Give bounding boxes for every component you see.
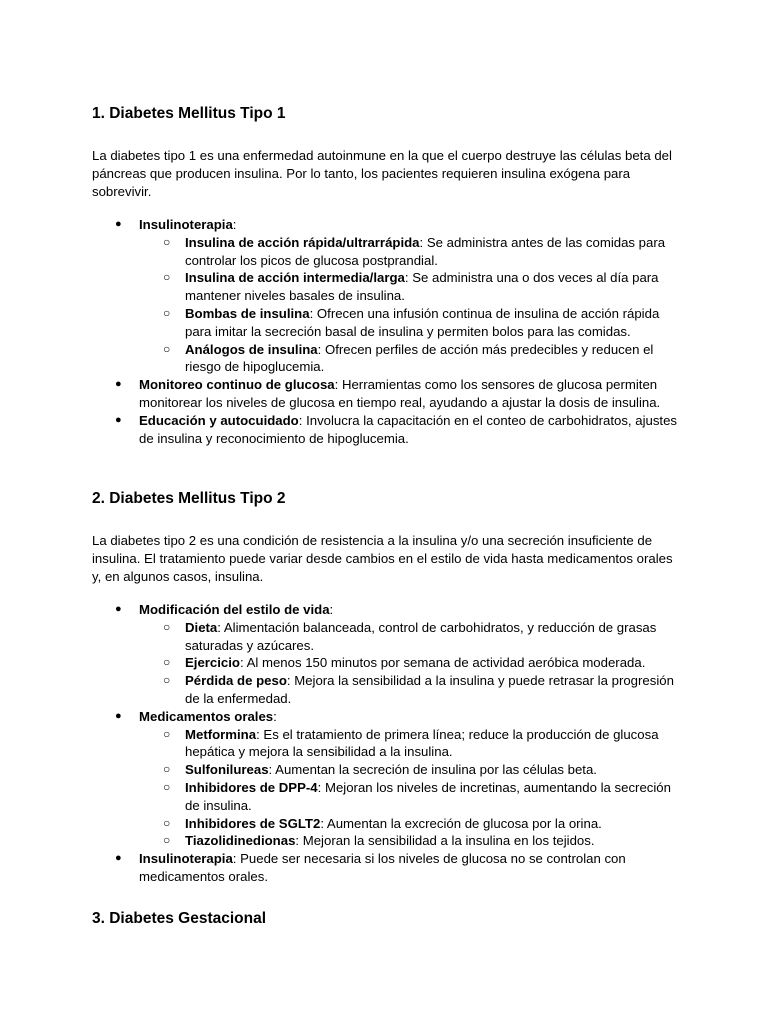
list-item-text: : bbox=[232, 217, 237, 232]
list-item-term: Insulinoterapia bbox=[139, 851, 233, 867]
hollow-bullet-icon: ○ bbox=[163, 833, 171, 848]
list-item bbox=[92, 376, 682, 412]
bullet-icon: ● bbox=[115, 413, 122, 426]
sub-item-text: : Se administra antes de las comidas para controlar los picos de glucosa postprandial. bbox=[185, 234, 666, 268]
hollow-bullet-icon: ○ bbox=[163, 655, 171, 670]
sub-list-item bbox=[139, 234, 682, 270]
sub-list bbox=[139, 726, 682, 851]
sub-item-text: : Se administra una o dos veces al día para mantener niveles basales de insulina. bbox=[185, 270, 659, 304]
sub-list-item bbox=[139, 619, 682, 655]
list-item bbox=[92, 708, 682, 850]
sub-item-term: Tiazolidinedionas bbox=[185, 833, 296, 849]
bullet-icon: ● bbox=[115, 378, 122, 391]
sub-list-item bbox=[139, 341, 682, 377]
sub-list bbox=[139, 619, 682, 708]
list-item bbox=[92, 216, 682, 376]
list-item-term: Modificación del estilo de vida bbox=[139, 602, 330, 617]
bullet-icon: ● bbox=[115, 852, 122, 865]
section-heading: 1. Diabetes Mellitus Tipo 1 bbox=[92, 105, 286, 122]
sub-item-term: Dieta bbox=[185, 619, 218, 635]
sub-list-item bbox=[139, 726, 682, 762]
list-item-term: Insulinoterapia bbox=[139, 217, 233, 232]
hollow-bullet-icon: ○ bbox=[163, 619, 171, 634]
list-item bbox=[92, 601, 682, 708]
sub-list-item bbox=[139, 779, 682, 815]
sub-item-text: : Es el tratamiento de primera línea; reduce la producción de glucosa hepática y mejora la sensibilidad a la insulina. bbox=[185, 726, 659, 760]
sub-item-text: : Ofrecen perfiles de acción más predecibles y reducen el riesgo de hipoglucemia. bbox=[185, 341, 654, 375]
sub-item-text: : Aumentan la excreción de glucosa por la orina. bbox=[320, 815, 602, 831]
sub-item-term: Insulina de acción rápida/ultrarrápida bbox=[185, 234, 420, 250]
list-item-text: : Puede ser necesaria si los niveles de glucosa no se controlan con medicamentos orales. bbox=[139, 851, 626, 884]
section-heading: 2. Diabetes Mellitus Tipo 2 bbox=[92, 490, 286, 507]
sub-item-term: Metformina bbox=[185, 726, 257, 742]
sub-item-text: : Aumentan la secreción de insulina por las células beta. bbox=[268, 762, 597, 778]
sub-item-text: : Al menos 150 minutos por semana de actividad aeróbica moderada. bbox=[239, 655, 646, 671]
list-item-term: Medicamentos orales bbox=[139, 708, 274, 724]
hollow-bullet-icon: ○ bbox=[163, 270, 171, 285]
sub-list-item bbox=[139, 832, 682, 850]
section-diabetes-tipo-2 bbox=[92, 489, 682, 886]
hollow-bullet-icon: ○ bbox=[163, 779, 171, 794]
sub-item-term: Inhibidores de SGLT2 bbox=[185, 815, 321, 831]
sub-item-term: Insulina de acción intermedia/larga bbox=[185, 270, 405, 286]
hollow-bullet-icon: ○ bbox=[163, 305, 171, 320]
sub-list-item bbox=[139, 761, 682, 779]
sub-item-term: Sulfonilureas bbox=[185, 762, 269, 778]
sub-item-text: : Alimentación balanceada, control de carbohidratos, y reducción de grasas saturadas y azúcares. bbox=[185, 619, 657, 653]
list-item-text: : Herramientas como los sensores de glucosa permiten monitorear los niveles de glucosa en tiempo real, ayudando a ajustar la dosis de insulina. bbox=[139, 377, 661, 410]
section-intro: La diabetes tipo 1 es una enfermedad autoinmune en la que el cuerpo destruye las células beta del páncreas que producen insulina. Por lo tanto, los pacientes requieren insulina exógena para sobrevivir. bbox=[92, 148, 672, 199]
sub-list-item bbox=[139, 305, 682, 341]
hollow-bullet-icon: ○ bbox=[163, 341, 171, 356]
list-item-text: : bbox=[329, 602, 334, 617]
sub-item-text: : Mejoran la sensibilidad a la insulina en los tejidos. bbox=[295, 833, 595, 849]
section-heading: 3. Diabetes Gestacional bbox=[92, 910, 267, 927]
list-item-term: Monitoreo continuo de glucosa bbox=[139, 377, 335, 393]
sub-list-item bbox=[139, 672, 682, 708]
sub-item-term: Pérdida de peso bbox=[185, 673, 287, 689]
sub-item-term: Ejercicio bbox=[185, 655, 240, 671]
sub-item-term: Bombas de insulina bbox=[185, 305, 310, 321]
sub-item-text: : Mejora la sensibilidad a la insulina y puede retrasar la progresión de la enfermedad. bbox=[185, 673, 674, 706]
hollow-bullet-icon: ○ bbox=[163, 673, 171, 688]
section-intro: La diabetes tipo 2 es una condición de resistencia a la insulina y/o una secreción insuficiente de insulina. El tratamiento puede variar desde cambios en el estilo de vida hasta medicamentos orales y, en algunos casos, insulina. bbox=[92, 533, 673, 584]
hollow-bullet-icon: ○ bbox=[163, 762, 171, 777]
sub-item-text: : Mejoran los niveles de incretinas, aumentando la secreción de insulina. bbox=[185, 779, 671, 813]
section-diabetes-gestacional bbox=[92, 909, 682, 929]
list-item bbox=[92, 850, 682, 886]
bullet-list bbox=[92, 216, 682, 447]
section-diabetes-tipo-1 bbox=[92, 104, 682, 447]
hollow-bullet-icon: ○ bbox=[163, 815, 171, 830]
sub-list bbox=[139, 234, 682, 376]
hollow-bullet-icon: ○ bbox=[163, 726, 171, 741]
sub-list-item bbox=[139, 654, 682, 672]
sub-item-text: : Ofrecen una infusión continua de insulina de acción rápida para imitar la secreción basal de insulina y permiten bolos para las comidas. bbox=[185, 305, 660, 339]
bullet-icon: ● bbox=[115, 603, 122, 615]
sub-list-item bbox=[139, 815, 682, 833]
sub-list-item bbox=[139, 269, 682, 305]
list-item-text: : bbox=[273, 708, 277, 724]
hollow-bullet-icon: ○ bbox=[163, 234, 171, 249]
list-item-text: : Involucra la capacitación en el conteo de carbohidratos, ajustes de insulina y reconocimiento de hipoglucemia. bbox=[139, 412, 678, 446]
bullet-icon: ● bbox=[115, 218, 122, 230]
bullet-list bbox=[92, 601, 682, 886]
list-item bbox=[92, 412, 682, 448]
list-item-term: Educación y autocuidado bbox=[139, 412, 299, 428]
sub-item-term: Inhibidores de DPP-4 bbox=[185, 779, 318, 795]
sub-item-term: Análogos de insulina bbox=[185, 341, 318, 357]
bullet-icon: ● bbox=[115, 709, 122, 722]
